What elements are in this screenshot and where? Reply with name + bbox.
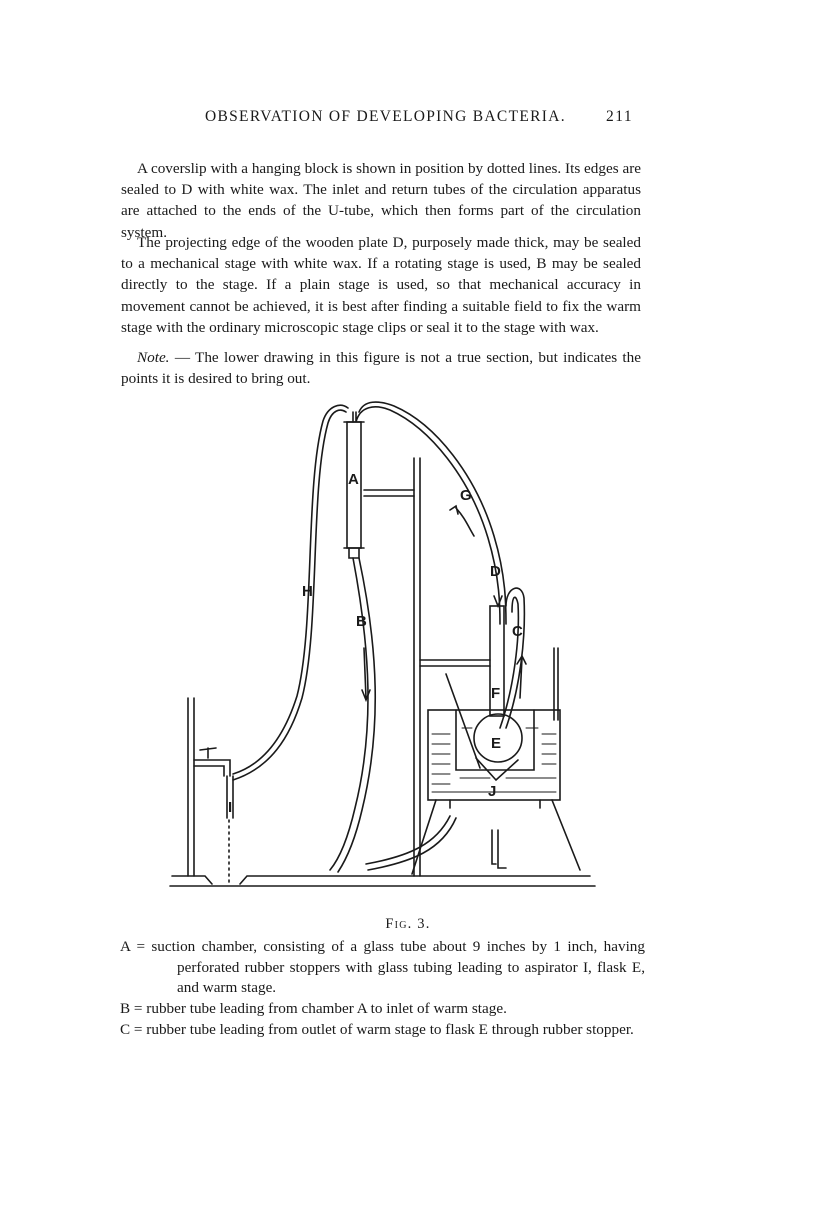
tap-pipe [194, 760, 230, 776]
paragraph-2-block [121, 232, 641, 338]
water-post [188, 698, 194, 876]
tube-h [233, 410, 346, 780]
note-paragraph [121, 347, 641, 389]
running-head-title: OBSERVATION OF DEVELOPING BACTERIA. [205, 108, 566, 125]
label-a: A [348, 471, 359, 488]
legend-entry-b: B = rubber tube leading from chamber A to inlet of warm stage. [120, 1000, 507, 1017]
arm-lower [420, 660, 490, 666]
running-head [0, 108, 816, 130]
label-j: J [488, 783, 497, 800]
arrow-g [450, 506, 474, 536]
drain-pipe [492, 830, 506, 868]
label-f: F [491, 685, 501, 702]
label-b: B [356, 613, 367, 630]
label-g: G [460, 487, 472, 504]
legend-entry-c: C = rubber tube leading from outlet of warm stage to flask E through rubber stopper. [120, 1021, 634, 1038]
figure-caption: Fig. 3. [385, 916, 431, 932]
label-e: E [491, 735, 502, 752]
label-d: D [490, 563, 501, 580]
lower-tube [366, 816, 456, 870]
paragraph-1-block [121, 158, 641, 243]
tap-handle [200, 748, 216, 758]
paragraph-1: A coverslip with a hanging block is shown in position by dotted lines. Its edges are sealed to D with white wax. The inlet and return tubes of the circulation apparatus are attached to the ends of the U-tube, which then forms part of the circulation system. [121, 160, 641, 241]
chamber-a-tubing [353, 407, 500, 624]
label-i: I [228, 799, 233, 816]
note-label: Note. [137, 349, 170, 366]
stirrer-rod [446, 674, 480, 768]
page-number: 211 [606, 108, 634, 125]
label-h: H [302, 583, 313, 600]
stand-rod [414, 458, 420, 876]
paragraph-2: The projecting edge of the wooden plate D, purposely made thick, may be sealed to a mechanical stage with white wax. If a rotating stage is used, B may be sealed directly to the stage. If a plain stage is used, so that mechanical accuracy in movement cannot be achieved, it is best after finding a suitable field to fix the warm stage with the ordinary microscopic stage clips or seal it to the stage with wax. [121, 234, 641, 336]
legend-c [120, 1020, 645, 1041]
bath-legs [412, 800, 580, 874]
legend-a [120, 937, 645, 999]
tube-b [330, 558, 368, 870]
apparatus-figure [150, 398, 610, 898]
note-text: — The lower drawing in this figure is not a true section, but indicates the points it is desired to bring out. [121, 349, 641, 388]
arm-upper [364, 490, 414, 496]
base-left-block [172, 876, 590, 884]
label-c: C [512, 623, 523, 640]
legend-entry-a: A = suction chamber, consisting of a glass tube about 9 inches by 1 inch, having perforated rubber stoppers with glass tubing leading to aspirator I, flask E, and warm stage. [120, 938, 645, 996]
legend-b [120, 999, 645, 1020]
